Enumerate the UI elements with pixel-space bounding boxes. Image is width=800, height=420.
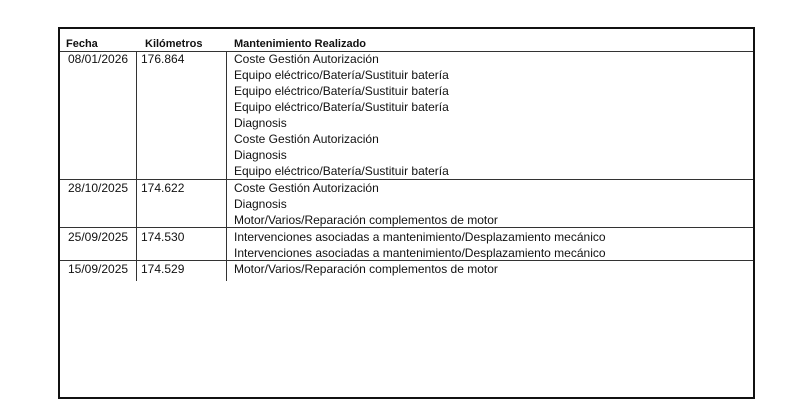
maintenance-item: Diagnosis (234, 116, 287, 130)
maintenance-item: Equipo eléctrico/Batería/Sustituir batería (234, 84, 449, 98)
maintenance-item: Diagnosis (234, 148, 287, 162)
row-maintenance-list (234, 51, 449, 179)
maintenance-item: Coste Gestión Autorización (234, 52, 379, 66)
header-date: Fecha (66, 38, 98, 50)
row-maintenance-list (234, 261, 498, 277)
row-kilometers: 174.530 (141, 230, 185, 244)
row-date: 08/01/2026 (68, 52, 129, 66)
row-date: 15/09/2025 (68, 262, 129, 276)
maintenance-item: Diagnosis (234, 197, 287, 211)
maintenance-item: Motor/Varios/Reparación complementos de motor (234, 262, 498, 276)
row-kilometers: 176.864 (141, 52, 185, 66)
row-date: 25/09/2025 (68, 230, 129, 244)
row-maintenance-list (234, 180, 498, 228)
maintenance-item: Intervenciones asociadas a mantenimiento/Desplazamiento mecánico (234, 230, 606, 244)
row-kilometers: 174.529 (141, 262, 185, 276)
row-maintenance-list (234, 229, 606, 261)
maintenance-item: Coste Gestión Autorización (234, 181, 379, 195)
maintenance-item: Equipo eléctrico/Batería/Sustituir batería (234, 68, 449, 82)
maintenance-item: Coste Gestión Autorización (234, 132, 379, 146)
maintenance-item: Equipo eléctrico/Batería/Sustituir batería (234, 100, 449, 114)
maintenance-item: Equipo eléctrico/Batería/Sustituir batería (234, 164, 449, 178)
header-kilometers: Kilómetros (145, 38, 203, 50)
row-kilometers: 174.622 (141, 181, 185, 195)
maintenance-item: Motor/Varios/Reparación complementos de motor (234, 213, 498, 227)
column-divider-km (226, 51, 227, 281)
row-date: 28/10/2025 (68, 181, 129, 195)
column-divider-date (136, 51, 137, 281)
header-maintenance: Mantenimiento Realizado (234, 38, 367, 50)
maintenance-item: Intervenciones asociadas a mantenimiento/Desplazamiento mecánico (234, 246, 606, 260)
